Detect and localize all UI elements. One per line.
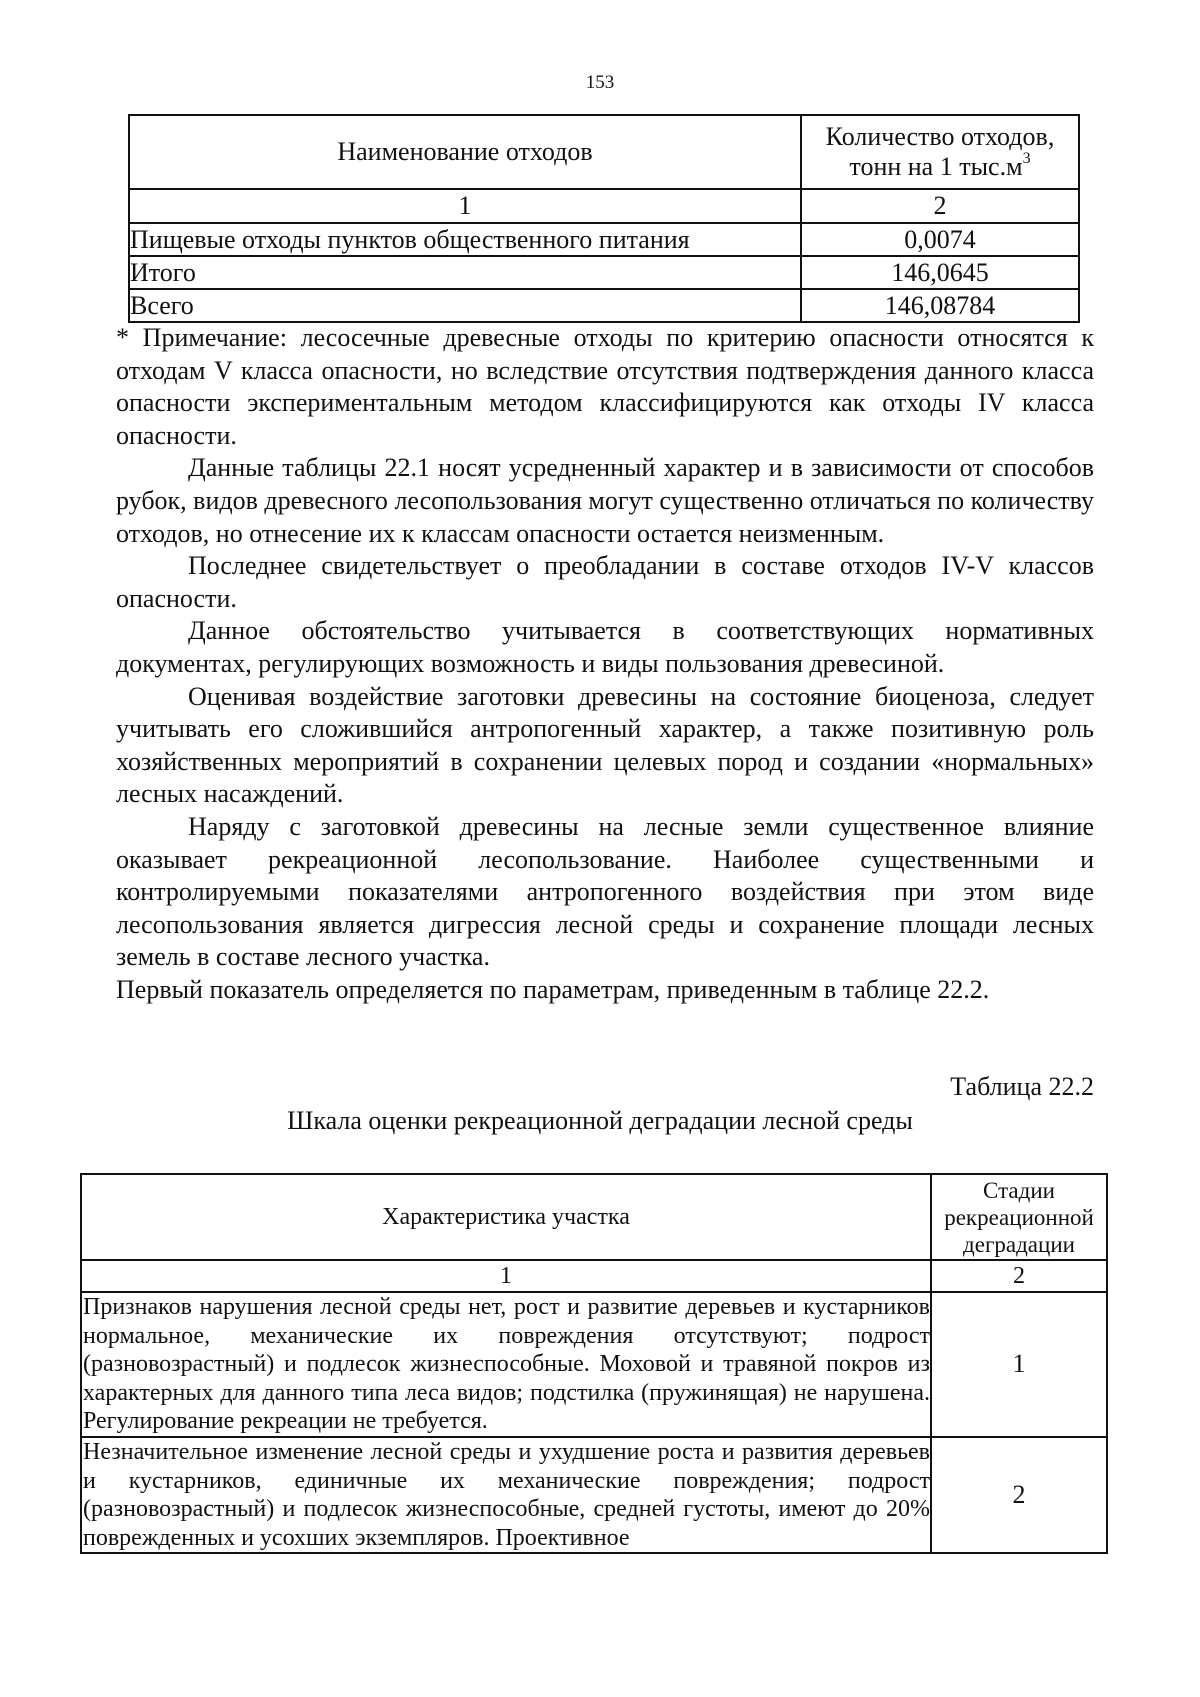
paragraph: Оценивая воздействие заготовки древесины на состояние биоценоза, следует учитывать его сложившийся антропогенный характер, а также позитивную роль хозяйственных мероприятий в сохранении целевых пород и создании «нормальных» лесных насаждений.: [116, 681, 1094, 809]
table-row: [129, 256, 1079, 289]
table-row: [129, 289, 1079, 322]
table-header-row: [129, 115, 1079, 189]
paragraph: Наряду с заготовкой древесины на лесные земли существенное влияние оказывает рекреационной лесопользование. Наиболее существенными и контролируемыми показателями антропогенного воздействия при этом виде лесопользования является дигрессия лесной среды и сохранение площади лесных земель в составе лесного участка.: [116, 811, 1094, 972]
paragraph: Последнее свидетельствует о преобладании в составе отходов IV-V классов опасности.: [116, 551, 1094, 613]
waste-table: [128, 114, 1080, 323]
column-number: 2: [801, 189, 1079, 223]
waste-amount-cell: 146,0645: [801, 256, 1079, 289]
header-stage: Стадии рекреационной деградации: [931, 1174, 1107, 1260]
column-number: 2: [931, 1260, 1107, 1292]
paragraph: Данные таблицы 22.1 носят усредненный характер и в зависимости от способов рубок, видов древесного лесопользования могут существенно отличаться по количеству отходов, но отнесение их к классам опасности остается неизменным.: [116, 453, 1094, 548]
header-amount-line1: Количество отходов,: [825, 122, 1055, 151]
header-amount-line2: тонн на 1 тыс.м: [849, 152, 1023, 181]
table-row: [81, 1292, 1107, 1437]
characteristic-cell: Признаков нарушения лесной среды нет, рост и развитие деревьев и кустарников нормальное, механические их повреждения отсутствуют; подрост (разновозрастный) и подлесок жизнеспособные. Моховой и травяной покров из характерных для данного типа леса видов; подстилка (пружинящая) не нарушена. Регулирование рекреации не требуется.: [81, 1292, 931, 1437]
paragraph: Первый показатель определяется по параметрам, приведенным в таблице 22.2.: [116, 974, 990, 1004]
header-waste-amount: [801, 115, 1079, 189]
paragraph: Данное обстоятельство учитывается в соответствующих нормативных документах, регулирующих возможность и виды пользования древесиной.: [116, 616, 1094, 678]
waste-amount-cell: 146,08784: [801, 289, 1079, 322]
table-caption: Таблица 22.2: [950, 1072, 1094, 1101]
degradation-table: [80, 1173, 1108, 1554]
column-number-row: [129, 189, 1079, 223]
stage-cell: 2: [931, 1437, 1107, 1553]
stage-cell: 1: [931, 1292, 1107, 1437]
header-waste-name: Наименование отходов: [129, 115, 801, 189]
waste-name-cell: Итого: [129, 256, 801, 289]
waste-name-cell: Пищевые отходы пунктов общественного питания: [129, 223, 801, 256]
page-number: 153: [585, 72, 615, 93]
body-text: [116, 322, 1094, 1006]
table-title: Шкала оценки рекреационной деградации лесной среды: [287, 1106, 913, 1135]
header-characteristic: Характеристика участка: [81, 1174, 931, 1260]
waste-amount-cell: 0,0074: [801, 223, 1079, 256]
header-amount-superscript: 3: [1022, 150, 1031, 168]
column-number: 1: [129, 189, 801, 223]
column-number-row: [81, 1260, 1107, 1292]
column-number: 1: [81, 1260, 931, 1292]
table-row: [81, 1437, 1107, 1553]
waste-name-cell: Всего: [129, 289, 801, 322]
table-header-row: [81, 1174, 1107, 1260]
table-row: [129, 223, 1079, 256]
characteristic-cell: Незначительное изменение лесной среды и ухудшение роста и развития деревьев и кустарников, единичные их механические повреждения; подрост (разновозрастный) и подлесок жизнеспособные, средней густоты, имеют до 20% поврежденных и усохших экземпляров. Проективное: [81, 1437, 931, 1553]
note-paragraph: * Примечание: лесосечные древесные отходы по критерию опасности относятся к отходам V класса опасности, но вследствие отсутствия подтверждения данного класса опасности экспериментальным методом классифицируются как отходы IV класса опасности.: [116, 323, 1094, 450]
